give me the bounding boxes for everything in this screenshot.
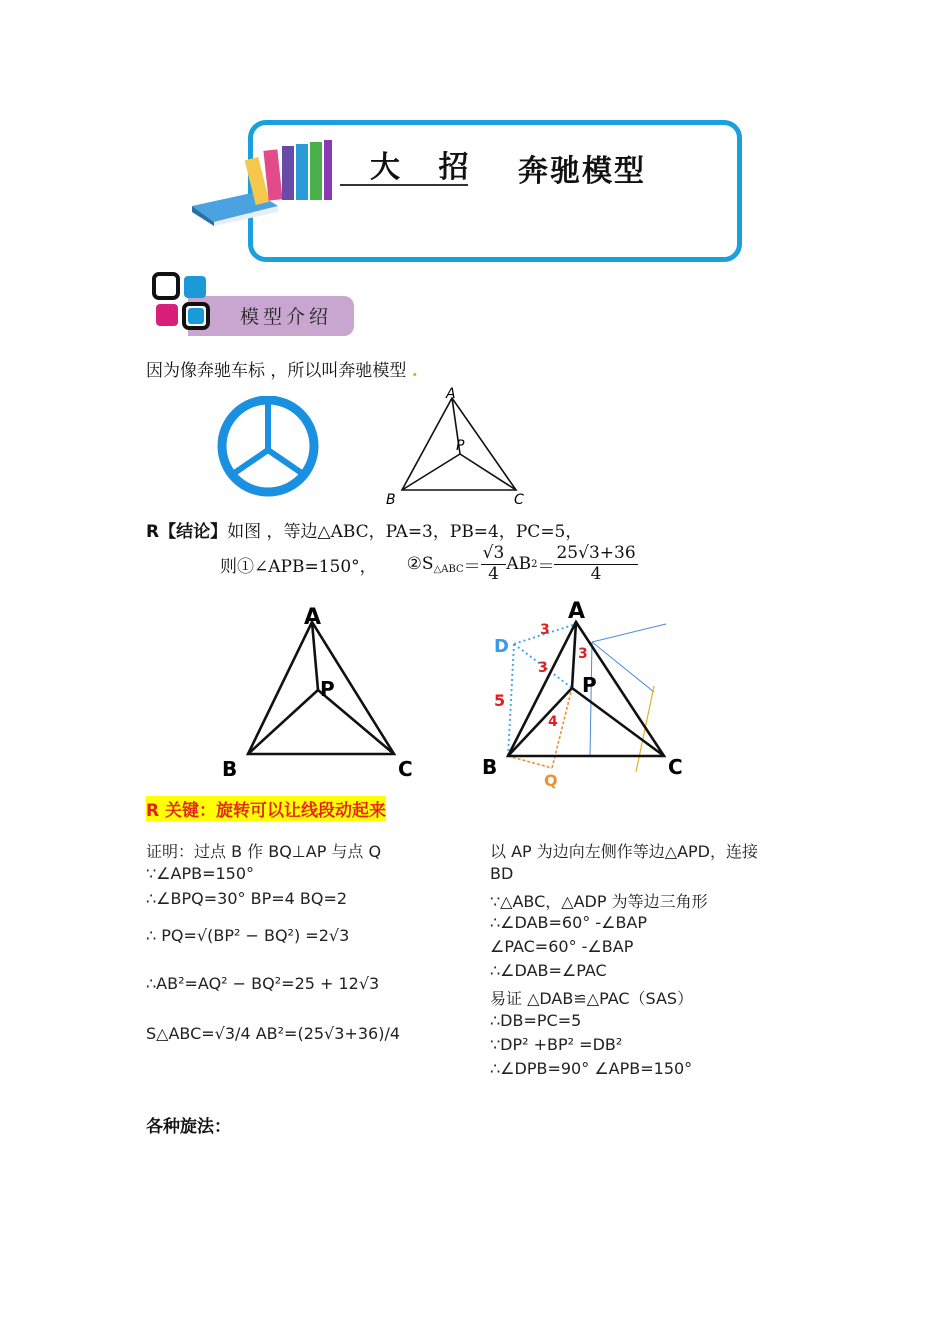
fraction-sqrt3-over-4: [481, 544, 507, 584]
fig3-label-b: B: [482, 755, 498, 779]
key-text: 关键：旋转可以让线段动起来: [165, 801, 387, 821]
equals-2: ＝: [537, 556, 555, 577]
figure-triangle-small: [380, 384, 530, 508]
banner-subtitle: 奔驰模型: [518, 154, 646, 189]
proof-left-4: ∴ PQ=√(BP² − BQ²) =2√3: [146, 926, 350, 945]
ab-square: 2: [531, 558, 538, 570]
conclusion-angle: 则①∠APB=150°，: [220, 556, 377, 577]
fig2-label-c: C: [398, 757, 413, 781]
proof-left-6: S△ABC=√3/4 AB²=(25√3+36)/4: [146, 1024, 401, 1043]
conclusion-bracket: 【结论】: [159, 522, 228, 542]
proof-left-2: ∵∠APB=150°: [146, 864, 255, 883]
key-line: [146, 796, 386, 821]
intro-line: [146, 356, 418, 381]
proof-left-5: ∴AB²=AQ² − BQ²=25 + 12√3: [146, 974, 380, 993]
footer-heading: 各种旋法：: [146, 1117, 231, 1137]
books-icon: [186, 136, 346, 226]
grid-icon: [152, 272, 214, 334]
fig3-length-db: 5: [494, 691, 506, 710]
proof-right-7: 易证 △DAB≌△PAC（SAS）: [490, 989, 694, 1008]
proof-right-2: BD: [490, 864, 514, 883]
fig3-length-da: 3: [540, 622, 550, 638]
proof-right-6: ∴∠DAB=∠PAC: [490, 961, 607, 980]
fig3-length-bp: 4: [548, 714, 558, 730]
fraction1-denominator: 4: [488, 563, 499, 584]
conclusion-text: 如图 ，等边△ABC，PA=3，PB=4，PC=5，: [227, 522, 583, 542]
equals-1: ＝: [463, 556, 481, 577]
ab-term: AB: [506, 554, 532, 575]
fig1-label-c: C: [514, 492, 524, 508]
fig3-label-d: D: [494, 636, 509, 657]
intro-text: 因为像奔驰车标 ，所以叫奔驰模型: [146, 361, 407, 381]
fraction2-denominator: 4: [590, 563, 602, 584]
banner-title: 大 招: [370, 150, 483, 185]
area-symbol: S: [421, 554, 434, 575]
fig2-label-a: A: [304, 605, 322, 630]
proof-left-3: ∴∠BPQ=30° BP=4 BQ=2: [146, 889, 348, 908]
intro-dot: .: [411, 361, 418, 381]
fig1-label-b: B: [386, 492, 396, 508]
fig1-label-p: P: [456, 438, 465, 454]
fraction2-numerator: 25√3+36: [556, 543, 636, 563]
conclusion-circle2: ②: [406, 554, 422, 575]
proof-right-8: ∴DB=PC=5: [490, 1011, 582, 1030]
fig3-length-ap: 3: [578, 646, 588, 662]
proof-right-3: ∵△ABC，△ADP 为等边三角形: [490, 892, 708, 911]
conclusion-line: [146, 517, 582, 542]
fig3-label-q: Q: [544, 771, 558, 790]
proof-right-1: 以 AP 为边向左侧作等边△APD，连接: [490, 842, 758, 861]
proof-right-10: ∴∠DPB=90° ∠APB=150°: [490, 1059, 693, 1078]
fig3-label-a: A: [568, 599, 586, 624]
conclusion-prefix: R: [146, 522, 160, 542]
fig3-length-dp: 3: [538, 660, 548, 676]
conclusion-formula: [220, 544, 638, 584]
proof-right-5: ∠PAC=60° -∠BAP: [490, 937, 634, 956]
fig3-label-p: P: [582, 673, 597, 697]
proof-right-4: ∴∠DAB=60° -∠BAP: [490, 913, 648, 932]
key-prefix: R: [146, 801, 160, 821]
figure-rotation-proof: [478, 596, 688, 792]
fig3-label-c: C: [668, 755, 683, 779]
fig1-label-a: A: [446, 386, 456, 402]
proof-right-9: ∵DP² +BP² =DB²: [490, 1035, 623, 1054]
benz-logo-icon: [208, 396, 328, 500]
fig2-label-p: P: [320, 677, 335, 701]
fraction-result: [554, 544, 637, 584]
proof-left-1: 证明：过点 B 作 BQ⊥AP 与点 Q: [146, 842, 382, 861]
figure-triangle-large: [218, 598, 422, 782]
fraction1-numerator: √3: [482, 543, 505, 563]
area-subscript: △ABC: [433, 563, 464, 575]
section-label: 模型介绍: [240, 306, 333, 328]
fig2-label-b: B: [222, 757, 238, 781]
